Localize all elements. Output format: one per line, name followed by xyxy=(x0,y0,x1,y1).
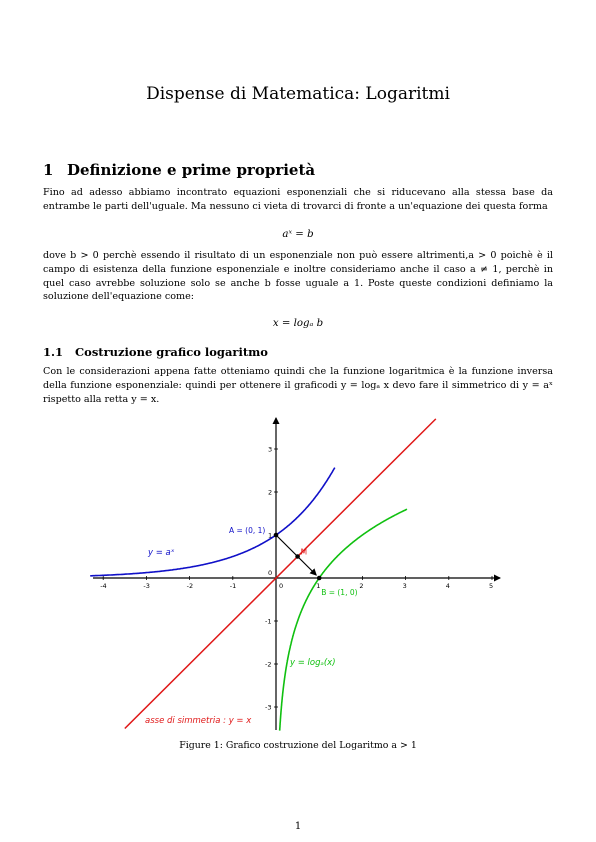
figure-caption: Figure 1: Grafico costruzione del Logaritmo a > 1 xyxy=(179,740,417,751)
section-number: 1 xyxy=(43,161,54,179)
y-tick-label: 3 xyxy=(268,445,273,454)
x-tick-label: -2 xyxy=(186,582,194,590)
x-tick-label: 5 xyxy=(489,582,494,590)
y-tick-label: 1 xyxy=(268,531,273,540)
intro-paragraph: Fino ad adesso abbiamo incontrato equazioni esponenziali che si riducevano alla stessa base da entrambe le parti dell'uguale. Ma nessuno ci vieta di trovarci di fronte a un'equazione dei questa forma xyxy=(43,187,553,212)
logarithm-label: y = logₐ(x) xyxy=(290,658,336,668)
subsection-number: 1.1 xyxy=(43,345,64,359)
exponential-label: y = aˣ xyxy=(148,548,175,558)
point-m-dot xyxy=(295,554,300,559)
subsection-paragraph: Con le considerazioni appena fatte otteniamo quindi che la funzione logaritmica è la funzione inversa della funzione esponenziale: quindi per ottenere il graficodi y = logₐ x devo fare il simmetrico di y = aˣ rispetto alla retta y = x. xyxy=(43,366,553,405)
x-tick-label: 2 xyxy=(359,582,364,590)
x-tick-label: 0 xyxy=(279,582,284,590)
y-tick-label: 0 xyxy=(268,569,273,577)
point-m-label: M xyxy=(300,547,308,557)
x-tick-label: -4 xyxy=(100,582,107,590)
point-b-dot xyxy=(317,576,322,581)
section-title: Definizione e prime proprietà xyxy=(67,161,316,179)
point-a-label: A = (0, 1) xyxy=(229,526,266,535)
y-tick-label: 2 xyxy=(268,488,273,497)
point-a-dot xyxy=(274,533,279,538)
equation-exponential: aˣ = b xyxy=(282,229,314,240)
page-number: 1 xyxy=(294,821,302,832)
subsection-title: Costruzione grafico logaritmo xyxy=(75,345,268,359)
y-tick-label: -2 xyxy=(265,660,272,669)
symmetry-label: asse di simmetria : y = x xyxy=(145,716,252,726)
y-tick-label: -3 xyxy=(265,703,272,712)
x-tick-label: 1 xyxy=(316,582,321,590)
y-tick-label: -1 xyxy=(265,617,272,626)
x-tick-label: 3 xyxy=(402,582,407,590)
logarithm-curve xyxy=(280,509,407,730)
symmetry-line xyxy=(125,419,436,729)
x-tick-label: -3 xyxy=(143,582,150,590)
x-tick-label: 4 xyxy=(445,582,450,590)
explanation-paragraph: dove b > 0 perchè essendo il risultato di un esponenziale non può essere altrimenti,a > 0 poichè è il campo di esistenza della funzione esponenziale e inoltre consideriamo anche il caso a ≠ 1, perchè in quel caso avrebbe soluzione solo se anche b fosse uguale a 1. Poste queste condizioni definiamo la soluzione dell'equazione come: xyxy=(43,250,553,303)
equation-logarithm: x = logₐ b xyxy=(272,318,324,329)
point-b-label: B = (1, 0) xyxy=(321,588,358,597)
x-tick-label: -1 xyxy=(229,582,237,590)
page-title: Dispense di Matematica: Logaritmi xyxy=(146,84,450,104)
exponential-curve xyxy=(90,468,335,576)
